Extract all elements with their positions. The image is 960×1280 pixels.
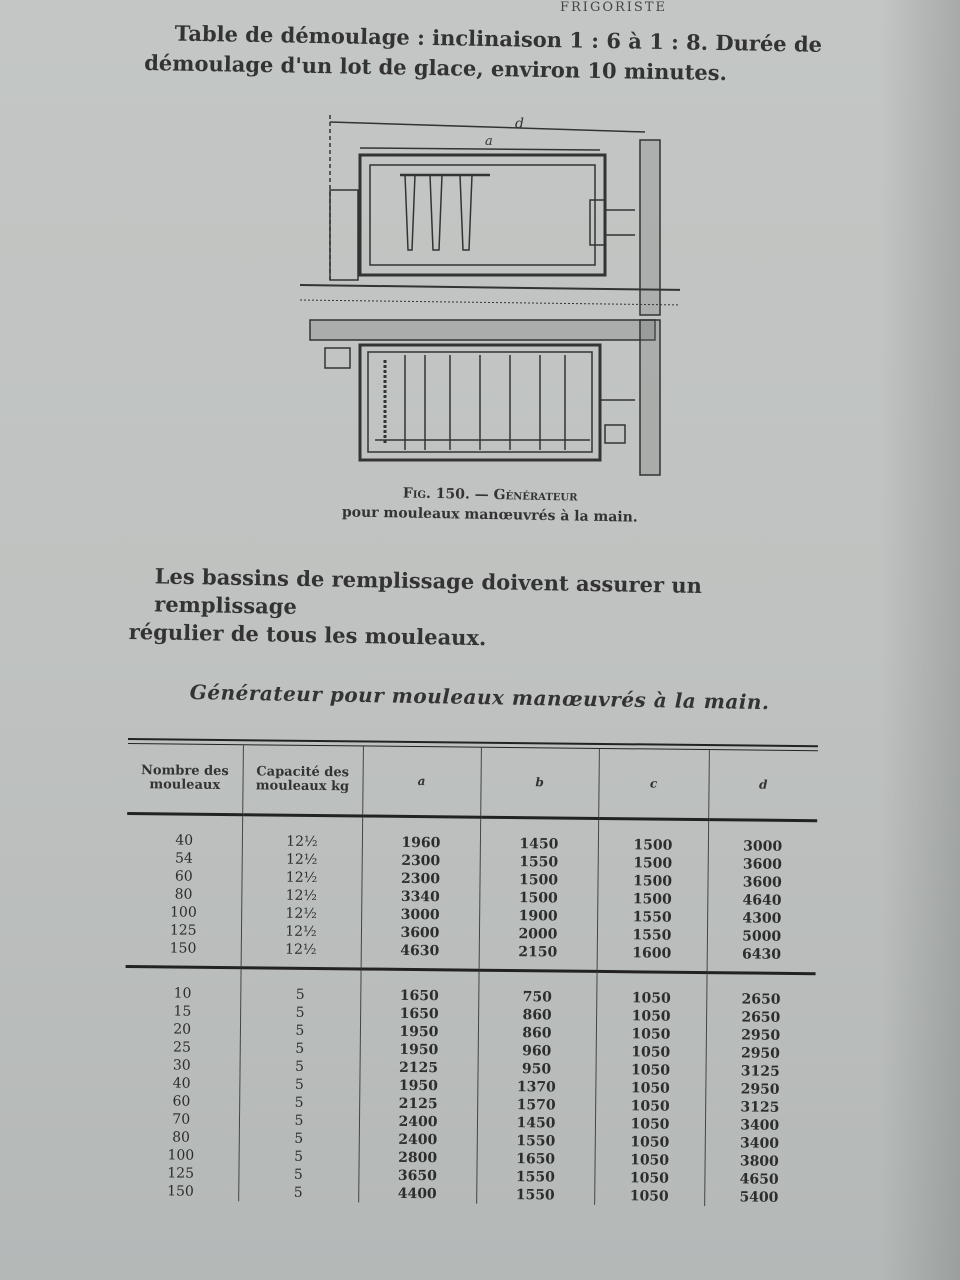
table-cell: 1550 [477, 1132, 595, 1151]
table-header-row [127, 744, 818, 821]
table-cell: 150 [169, 940, 197, 957]
filling-line-1: Les bassins de remplissage doivent assurer un remplissage [154, 563, 703, 619]
table-cell: 12½ [241, 904, 361, 923]
table-cell: 5 [239, 1057, 359, 1076]
filling-line-2: régulier de tous les mouleaux. [128, 618, 487, 651]
running-header: FRIGORISTE [560, 0, 667, 15]
table-cell: 12½ [241, 940, 361, 959]
table-cell: 15 [173, 1003, 192, 1020]
table-cell: 2000 [479, 925, 597, 944]
table-cell: 1950 [360, 1040, 478, 1059]
table-cell: 1950 [359, 1076, 477, 1095]
table-cell: 12½ [241, 868, 361, 887]
table-cell: 1050 [596, 1007, 706, 1026]
table-cell: 1550 [480, 853, 598, 872]
dimension-line-a [360, 148, 600, 150]
table-cell: 20 [173, 1021, 192, 1038]
table-cell: 4300 [707, 909, 816, 928]
table-cell: 1950 [360, 1022, 478, 1041]
table-cell: 2950 [706, 1044, 815, 1063]
table-cell: 1500 [597, 890, 707, 909]
table-body [123, 813, 817, 1207]
table-cell: 1050 [595, 1061, 705, 1080]
table-cell: 2400 [359, 1112, 477, 1131]
table-cell: 1450 [477, 1114, 595, 1133]
table-cell: 1050 [594, 1187, 704, 1206]
table-cell: 1550 [597, 926, 707, 945]
table-cell: 1570 [477, 1096, 595, 1115]
table-cell: 860 [478, 1006, 596, 1025]
table-cell: 40 [172, 1075, 191, 1092]
top-view-box [325, 348, 350, 368]
mould-row-side [400, 175, 490, 250]
table-cell: 2950 [705, 1080, 814, 1099]
table-cell: 1050 [595, 1097, 705, 1116]
table-cell: 1650 [477, 1150, 595, 1169]
table-cell: 2150 [479, 943, 597, 962]
figure-caption [300, 482, 681, 529]
table-cell: 100 [169, 904, 197, 921]
table-cell: 5 [239, 1147, 359, 1166]
table-cell: 3400 [705, 1134, 814, 1153]
table-cell: 1050 [595, 1151, 705, 1170]
generator-drawing [300, 110, 680, 480]
table-cell: 1050 [595, 1133, 705, 1152]
table-cell: 1500 [479, 871, 597, 890]
table-cell: 25 [173, 1039, 192, 1056]
table-title: Générateur pour mouleaux manœuvrés à la main. [189, 680, 770, 715]
table-cell: 4640 [707, 891, 816, 910]
intro-paragraph [144, 18, 825, 90]
table-cell: 5000 [707, 927, 816, 946]
table-cell: 2300 [362, 851, 480, 870]
header-b: b [480, 748, 599, 819]
label-a: a [485, 134, 493, 149]
table-cell: 1500 [598, 854, 708, 873]
table-cell: 2125 [359, 1058, 477, 1077]
table-cell: 2800 [359, 1148, 477, 1167]
table-cell: 3600 [361, 923, 479, 942]
table-cell: 1050 [596, 1043, 706, 1062]
header-a: a [362, 746, 481, 817]
top-view-wall [310, 320, 655, 340]
table-cell: 12½ [241, 886, 361, 905]
table-cell: 12½ [242, 832, 362, 851]
table-cell: 3340 [361, 887, 479, 906]
table-cell: 1960 [362, 833, 480, 852]
table-cell: 1050 [594, 1169, 704, 1188]
table-cell: 12½ [242, 850, 362, 869]
header-count: Nombre des mouleaux [127, 744, 243, 815]
caption-label: Fig. 150. — Générateur [402, 485, 578, 505]
table-cell: 12½ [241, 922, 361, 941]
table-cell: 960 [478, 1042, 596, 1061]
table-cell: 5 [240, 1039, 360, 1058]
table-cell: 5400 [704, 1188, 813, 1207]
label-d: d [515, 116, 524, 132]
table-cell: 60 [174, 868, 193, 885]
table-cell: 2400 [359, 1130, 477, 1149]
table-cell: 4630 [361, 941, 479, 960]
table-cell: 6430 [707, 945, 816, 964]
table-cell: 1050 [596, 989, 706, 1008]
data-table-wrapper [123, 738, 818, 1207]
table-cell: 2300 [361, 869, 479, 888]
header-c: c [598, 749, 709, 820]
table-cell: 5 [239, 1129, 359, 1148]
table-cell: 40 [175, 832, 194, 849]
table-cell: 30 [172, 1057, 191, 1074]
table-cell: 125 [169, 922, 197, 939]
table-cell: 2950 [706, 1026, 815, 1045]
table-cell: 2125 [359, 1094, 477, 1113]
intro-line-2: démoulage d'un lot de glace, environ 10 minutes. [144, 49, 728, 86]
table-cell: 3400 [705, 1116, 814, 1135]
table-cell: 1600 [597, 944, 707, 963]
table-cell: 3600 [708, 855, 817, 874]
table-cell: 1550 [597, 908, 707, 927]
table-cell: 1550 [476, 1168, 594, 1187]
table-cell: 3650 [358, 1166, 476, 1185]
table-cell: 100 [167, 1147, 195, 1164]
table-cell: 10 [173, 985, 192, 1002]
page-edge-shadow [880, 0, 960, 1280]
table-cell: 3600 [707, 873, 816, 892]
caption-text: pour mouleaux manœuvrés à la main. [341, 504, 638, 526]
table-cell: 750 [478, 988, 596, 1007]
table-cell: 860 [478, 1024, 596, 1043]
dimension-line-d [330, 122, 645, 132]
mould-row-top [375, 355, 590, 450]
table-cell: 5 [239, 1111, 359, 1130]
table-cell: 1050 [595, 1115, 705, 1134]
table-cell: 5 [238, 1165, 358, 1184]
table-cell: 150 [167, 1183, 194, 1200]
table-cell: 1900 [479, 907, 597, 926]
table-cell: 3000 [708, 837, 817, 856]
table-cell: 1650 [360, 986, 478, 1005]
table-cell: 1050 [595, 1079, 705, 1098]
table-cell: 1500 [479, 889, 597, 908]
table-cell: 3125 [705, 1062, 814, 1081]
table-cell: 5 [238, 1183, 358, 1202]
header-capacity: Capacité des mouleaux kg [242, 745, 363, 816]
table-cell: 1050 [596, 1025, 706, 1044]
table-cell: 60 [172, 1093, 191, 1110]
table-cell: 5 [240, 985, 360, 1004]
table-cell: 5 [239, 1075, 359, 1094]
table-cell: 1500 [597, 872, 707, 891]
table-cell: 1550 [476, 1186, 594, 1205]
side-support [330, 190, 358, 280]
table-cell: 54 [174, 850, 193, 867]
table-cell: 4650 [704, 1170, 813, 1189]
table-cell: 80 [172, 1129, 191, 1146]
table-cell: 950 [477, 1060, 595, 1079]
generator-table [123, 744, 818, 1207]
side-view-tank [360, 155, 605, 275]
table-cell: 3800 [705, 1152, 814, 1171]
filling-paragraph [129, 562, 830, 658]
table-cell: 80 [174, 886, 193, 903]
table-cell: 3000 [361, 905, 479, 924]
table-cell: 2650 [706, 1008, 815, 1027]
table-cell: 4400 [358, 1184, 476, 1203]
table-cell: 1650 [360, 1004, 478, 1023]
header-d: d [708, 750, 818, 821]
table-cell: 5 [240, 1003, 360, 1022]
table-cell: 5 [239, 1093, 359, 1112]
table-cell: 2650 [706, 990, 815, 1009]
intro-line-1: Table de démoulage : inclinaison 1 : 6 à 1 : 8. Durée de [174, 20, 823, 57]
table-cell: 1500 [598, 836, 708, 855]
table-cell: 5 [240, 1021, 360, 1040]
table-cell: 70 [172, 1111, 191, 1128]
table-cell: 1370 [477, 1078, 595, 1097]
table-cell: 125 [167, 1165, 195, 1182]
table-cell: 1450 [480, 835, 598, 854]
table-cell: 3125 [705, 1098, 814, 1117]
